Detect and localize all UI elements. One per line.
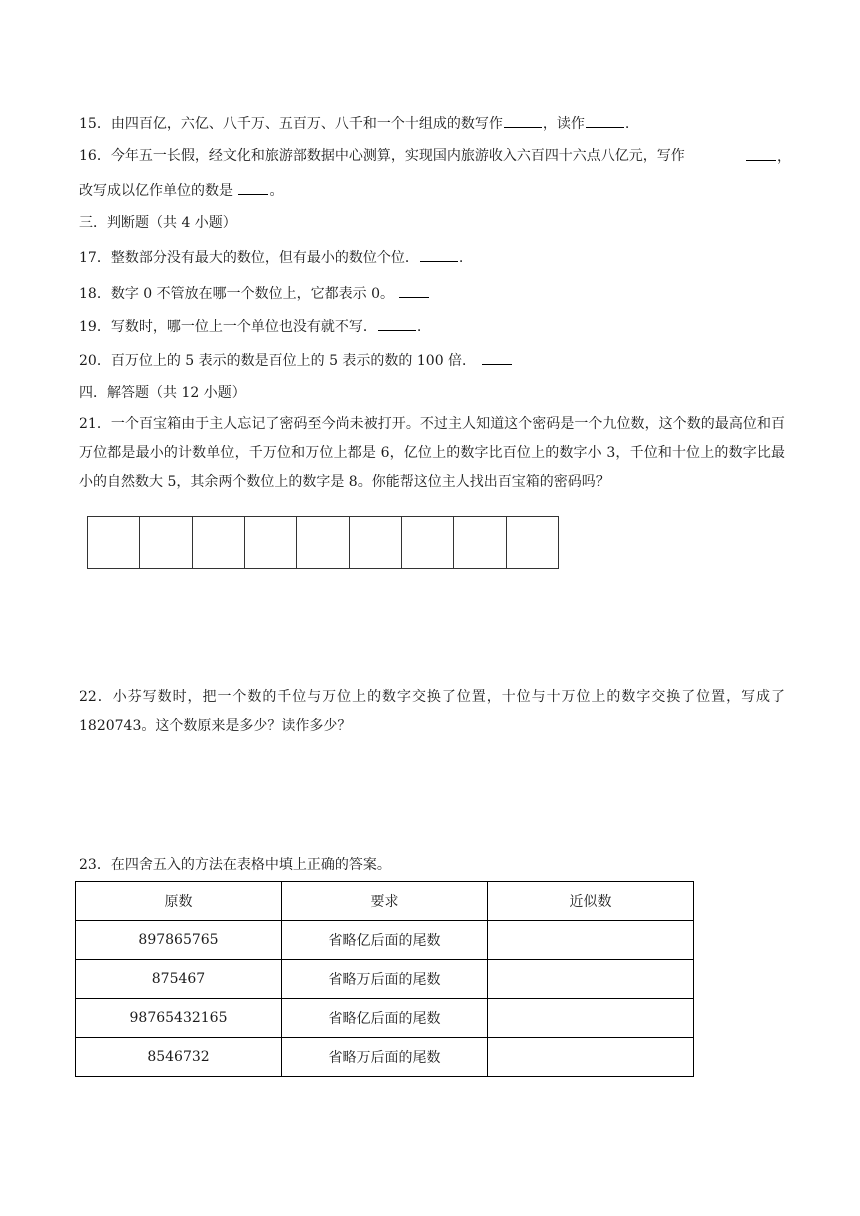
question-23: 23．在四舍五入的方法在表格中填上正确的答案。 [79,857,391,873]
q20-blank[interactable] [482,350,512,365]
q19-text: 19．写数时，哪一位上一个单位也没有就不写． [79,319,377,335]
q15-end: . [624,116,630,132]
question-16-line1 [79,146,685,166]
q16-text-2: 改写成以亿作单位的数是 [79,183,233,199]
cell-original: 98765432165 [76,999,282,1038]
question-21: 21．一个百宝箱由于主人忘记了密码至今尚未被打开。不过主人知道这个密码是一个九位数，这个数的最高位和百万位都是最小的计数单位，千万位和万位上都是 6，亿位上的数字比百位上的数字小 3，千位和十位上的数字比最小的自然数大 5，其余两个数位上的数字是 8。你能帮这位主人找出百宝箱的密码吗？ [79,416,785,490]
table-row [76,960,694,999]
q16-blank-area [745,146,791,167]
q16-blank-write[interactable] [746,146,776,161]
cell-original: 897865765 [76,921,282,960]
section-3-heading: 三．判断题（共 4 小题） [79,215,237,231]
rounding-table [75,881,694,1077]
cell-approx[interactable] [488,999,694,1038]
cell-requirement: 省略亿后面的尾数 [282,921,488,960]
q20-text: 20．百万位上的 5 表示的数是百位上的 5 表示的数的 100 倍． [79,353,477,369]
cell-requirement: 省略万后面的尾数 [282,960,488,999]
password-digit-box[interactable] [350,517,402,568]
table-row [76,999,694,1038]
password-digit-box[interactable] [140,517,192,568]
header-approx: 近似数 [488,882,694,921]
table-row [76,921,694,960]
cell-approx[interactable] [488,1038,694,1077]
header-requirement: 要求 [282,882,488,921]
q17-blank[interactable] [420,247,458,262]
q16-blank-rewrite[interactable] [238,180,268,195]
password-boxes [87,516,559,569]
question-18 [79,283,430,304]
q16-text: 16．今年五一长假，经文化和旅游部数据中心测算，实现国内旅游收入六百四十六点八亿元，写作 [79,148,685,164]
table-header-row [76,882,694,921]
cell-original: 8546732 [76,1038,282,1077]
q17-text: 17．整数部分没有最大的数位，但有最小的数位个位． [79,250,419,266]
password-digit-box[interactable] [245,517,297,568]
cell-original: 875467 [76,960,282,999]
q15-blank-read[interactable] [586,113,624,128]
q18-blank[interactable] [399,283,429,298]
section-4-heading: 四．解答题（共 12 小题） [79,385,246,401]
q15-blank-write[interactable] [504,113,542,128]
table-row [76,1038,694,1077]
q15-text: 15．由四百亿，六亿、八千万、五百万、八千和一个十组成的数写作 [79,116,503,132]
password-digit-box[interactable] [297,517,349,568]
q17-end: . [458,250,464,266]
question-15 [79,113,629,134]
question-16-line2 [79,180,283,201]
password-digit-box[interactable] [88,517,140,568]
question-19 [79,316,421,337]
question-20 [79,350,513,371]
q19-end: . [416,319,422,335]
question-17 [79,247,463,268]
password-digit-box[interactable] [193,517,245,568]
password-digit-box[interactable] [402,517,454,568]
cell-approx[interactable] [488,921,694,960]
q18-text: 18．数字 0 不管放在哪一个数位上，它都表示 0。 [79,286,394,302]
password-digit-box[interactable] [454,517,506,568]
cell-requirement: 省略亿后面的尾数 [282,999,488,1038]
q15-text-read: ，读作 [542,116,585,132]
password-digit-box[interactable] [507,517,558,568]
header-original: 原数 [76,882,282,921]
cell-requirement: 省略万后面的尾数 [282,1038,488,1077]
question-22: 22．小芬写数时，把一个数的千位与万位上的数字交换了位置，十位与十万位上的数字交换了位置，写成了 1820743。这个数原来是多少？读作多少？ [79,689,785,734]
q19-blank[interactable] [378,316,416,331]
q16-end: 。 [269,183,284,199]
cell-approx[interactable] [488,960,694,999]
q16-comma: ， [777,149,791,165]
